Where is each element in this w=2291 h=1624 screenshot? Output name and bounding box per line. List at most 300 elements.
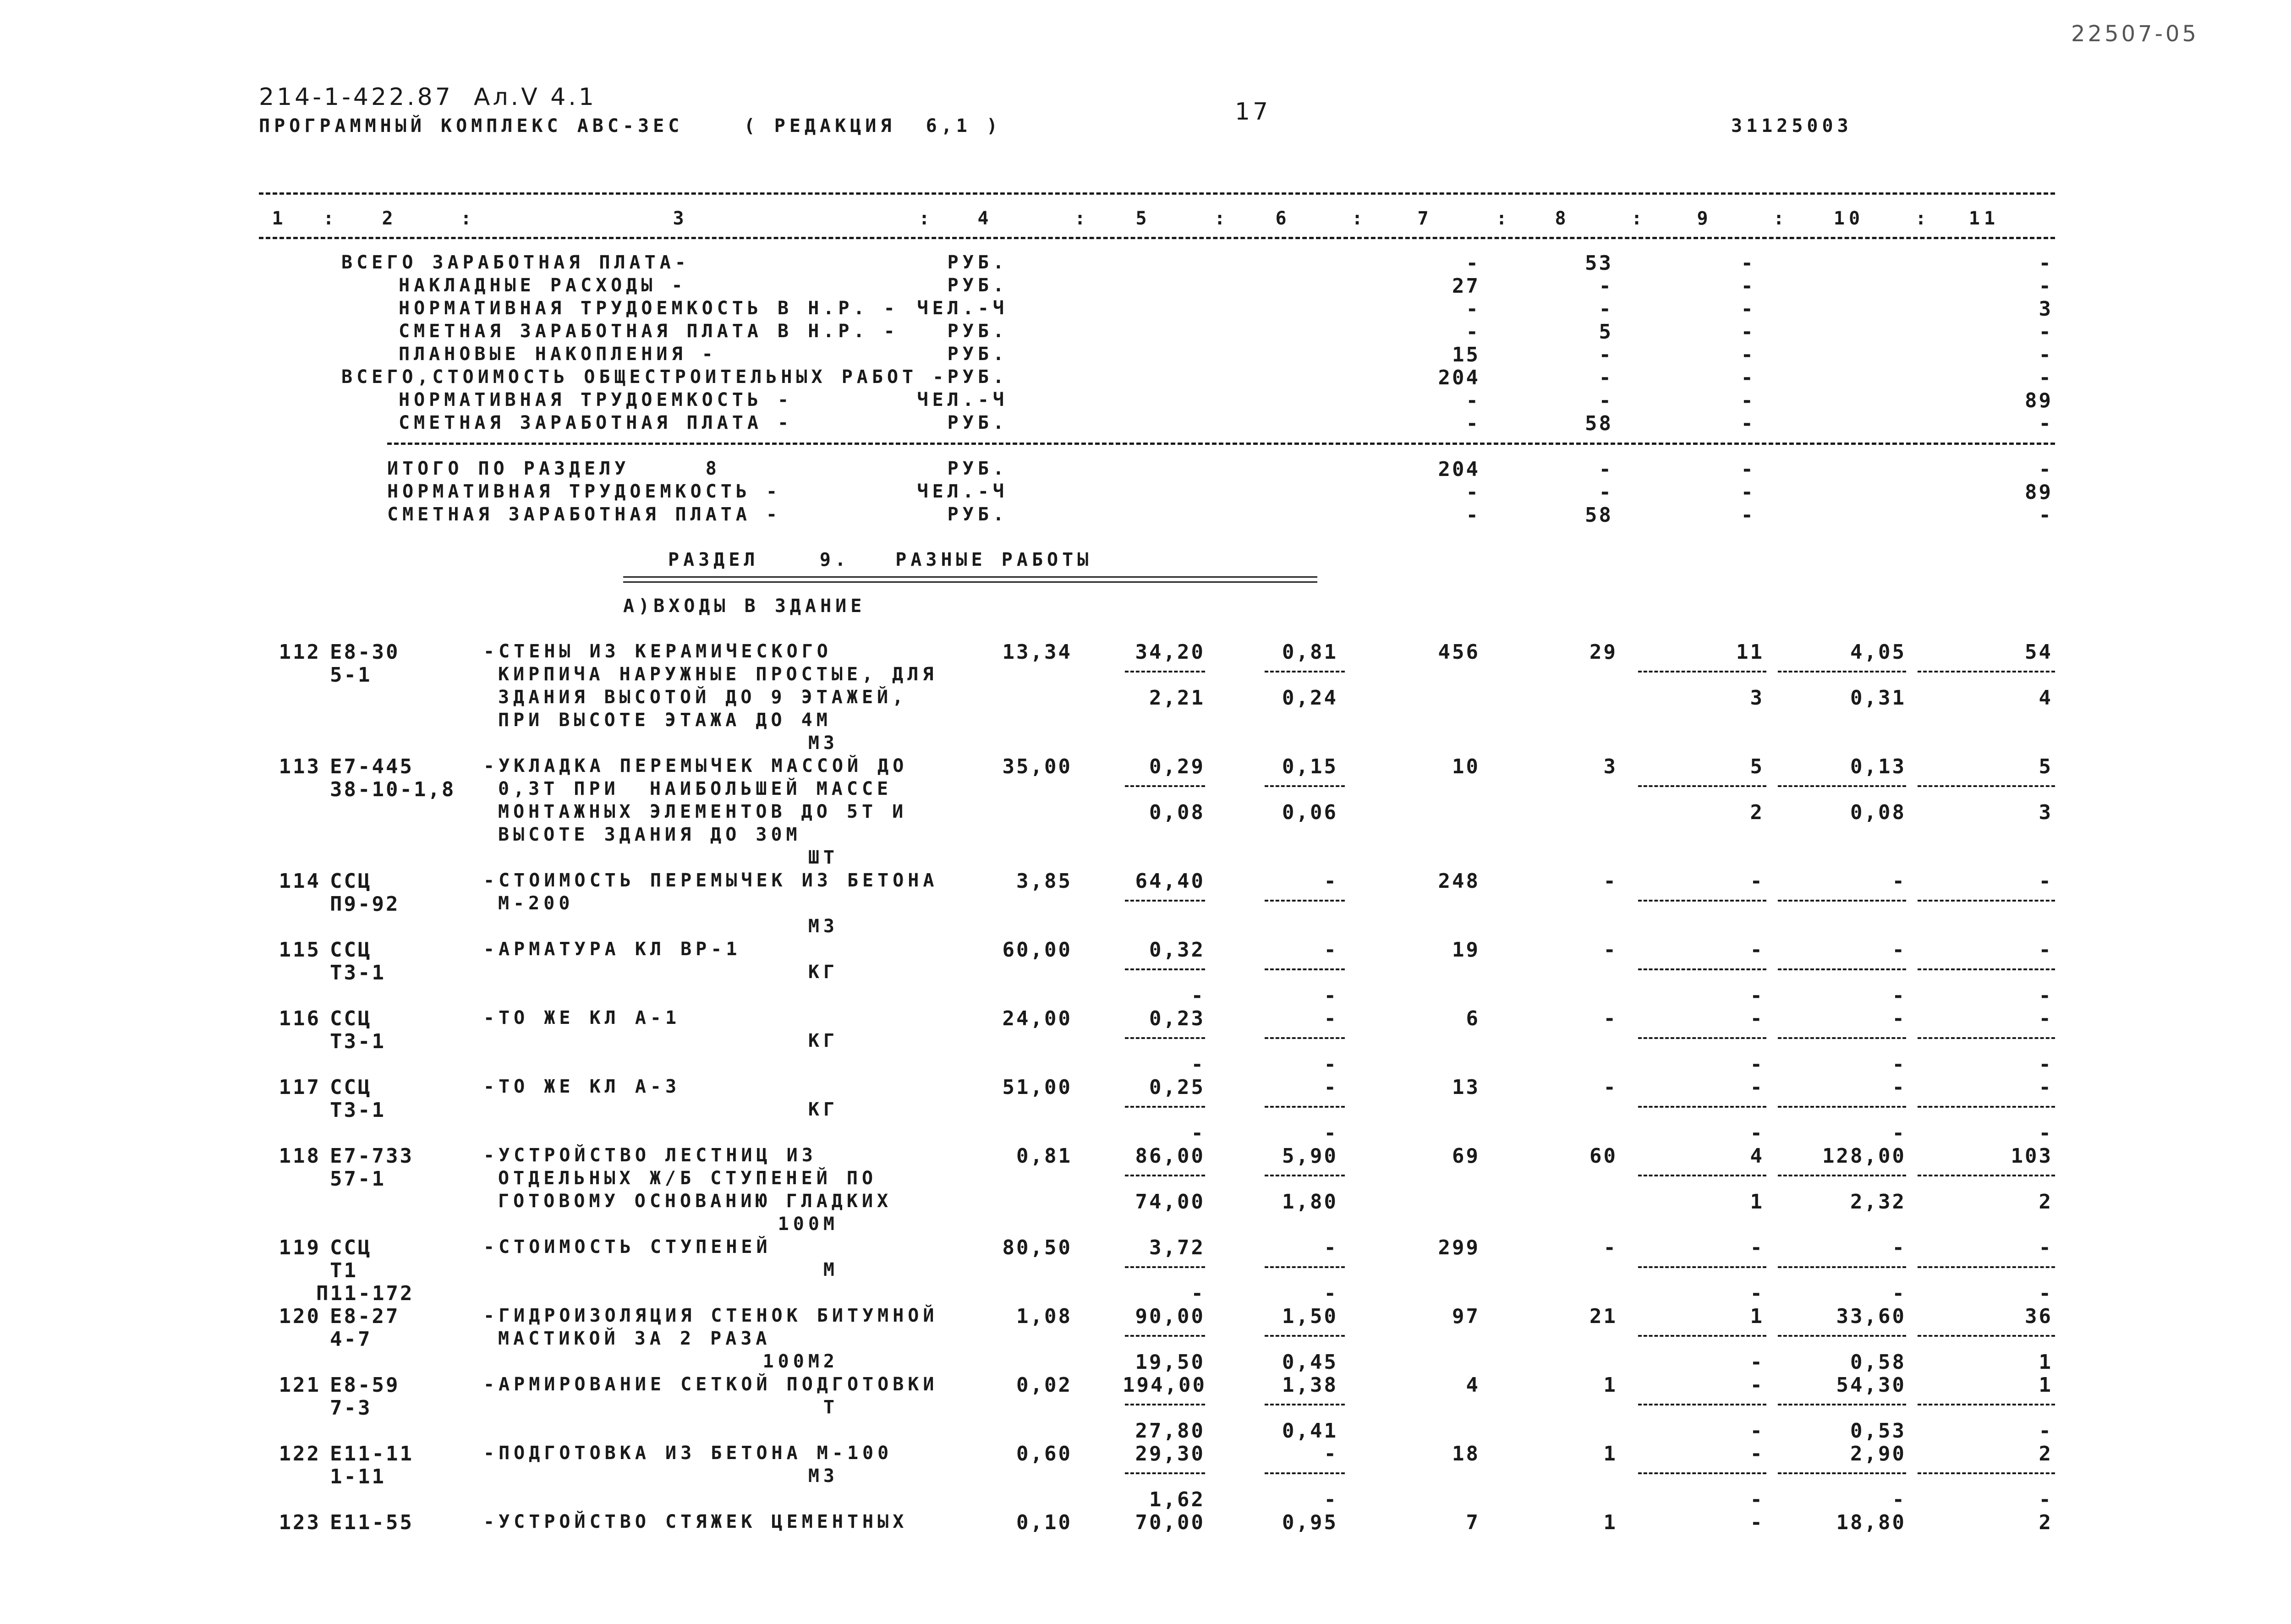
value-col4: 13,34: [1002, 640, 1072, 664]
item-code: ССЦ: [330, 869, 372, 893]
value-col11: -: [2039, 252, 2053, 275]
value-col5: 0,29: [1149, 755, 1205, 778]
item-rule: [1638, 1106, 1766, 1108]
column-separator: :: [919, 208, 934, 229]
value-col10: -: [1892, 938, 1906, 962]
item-rule: [1265, 1335, 1345, 1337]
value-col5-sub: -: [1191, 1282, 1205, 1305]
value-col10: 18,80: [1836, 1511, 1906, 1534]
value-col6: -: [1324, 1007, 1338, 1030]
summary-unit: РУБ.: [947, 412, 1008, 433]
summary-unit: ЧЕЛ.-Ч: [917, 298, 1008, 319]
summary-label: НАКЛАДНЫЕ РАСХОДЫ -: [399, 275, 687, 296]
summary-unit: РУБ.: [947, 366, 1008, 388]
item-rule: [1265, 671, 1345, 673]
item-rule: [1778, 1472, 1906, 1474]
item-code: Е11-55: [330, 1511, 414, 1534]
item-description-line: 0,3Т ПРИ НАИБОЛЬШЕЙ МАССЕ: [498, 778, 893, 799]
value-col11: 103: [2011, 1144, 2053, 1168]
value-col5: 0,32: [1149, 938, 1205, 962]
value-col7: 27: [1452, 274, 1480, 298]
item-rule: [1918, 671, 2055, 673]
item-number: 112: [279, 640, 321, 664]
value-col11: 89: [2025, 481, 2053, 504]
item-unit: ШТ: [808, 847, 839, 868]
item-rule: [1778, 1175, 1906, 1176]
item-rule: [1918, 968, 2055, 970]
item-number: 123: [279, 1511, 321, 1534]
value-col4: 0,81: [1016, 1144, 1072, 1168]
column-number: 5: [1135, 208, 1151, 229]
item-description-line: -СТОИМОСТЬ ПЕРЕМЫЧЕК ИЗ БЕТОНА: [483, 870, 938, 891]
value-col8: 5: [1599, 320, 1613, 344]
item-rule: [1778, 671, 1906, 673]
item-number: 116: [279, 1007, 321, 1030]
value-col7: 19: [1452, 938, 1480, 962]
item-rule: [1638, 968, 1766, 970]
item-description-line: -АРМАТУРА КЛ ВР-1: [483, 939, 741, 960]
value-col9: -: [1750, 1007, 1764, 1030]
value-col8: -: [1599, 274, 1613, 298]
value-col4: 24,00: [1002, 1007, 1072, 1030]
value-col5-sub: 74,00: [1135, 1190, 1205, 1214]
value-col8: -: [1603, 869, 1617, 893]
item-rule: [1265, 900, 1345, 902]
item-number: 121: [279, 1373, 321, 1397]
value-col11: -: [2039, 1007, 2053, 1030]
value-col9: -: [1750, 1442, 1764, 1465]
value-col11: -: [2039, 343, 2053, 366]
item-code-secondary: 4-7: [330, 1328, 372, 1351]
item-rule: [1125, 671, 1205, 673]
column-number: 3: [673, 208, 688, 229]
value-col11: 2: [2039, 1511, 2053, 1534]
item-description-line: -СТЕНЫ ИЗ КЕРАМИЧЕСКОГО: [483, 641, 832, 662]
value-col5-sub: 19,50: [1135, 1351, 1205, 1374]
item-rule: [1265, 1404, 1345, 1405]
value-col7: 4: [1466, 1373, 1480, 1397]
value-col11-sub: -: [2039, 1053, 2053, 1076]
value-col5: 90,00: [1135, 1305, 1205, 1328]
item-description-line: ЗДАНИЯ ВЫСОТОЙ ДО 9 ЭТАЖЕЙ,: [498, 687, 908, 708]
value-col7: 7: [1466, 1511, 1480, 1534]
value-col9: -: [1741, 412, 1755, 435]
item-description-line: -ТО ЖЕ КЛ А-3: [483, 1076, 681, 1097]
value-col11: -: [2039, 1076, 2053, 1099]
value-col11: 1: [2039, 1373, 2053, 1397]
value-col9-sub: 3: [1750, 686, 1764, 710]
value-col4: 80,50: [1002, 1236, 1072, 1259]
item-rule: [1918, 1106, 2055, 1108]
item-unit: 100М: [778, 1214, 839, 1235]
value-col11: 5: [2039, 755, 2053, 778]
value-col11-sub: 3: [2039, 801, 2053, 824]
item-unit: Т: [823, 1397, 839, 1418]
value-col6: -: [1324, 1236, 1338, 1259]
value-col11: 89: [2025, 389, 2053, 412]
item-rule: [1778, 968, 1906, 970]
value-col6-sub: 0,06: [1282, 801, 1338, 824]
item-unit: М3: [808, 733, 839, 754]
program-title: ПРОГРАММНЫЙ КОМПЛЕКС АВС-3ЕС ( РЕДАКЦИЯ 6,1 ): [259, 115, 1002, 137]
item-code-secondary: П9-92: [330, 892, 400, 916]
value-col7: 97: [1452, 1305, 1480, 1328]
value-col9: -: [1750, 1511, 1764, 1534]
summary-unit: РУБ.: [947, 321, 1008, 342]
column-number: 4: [977, 208, 993, 229]
summary-label: СМЕТНАЯ ЗАРАБОТНАЯ ПЛАТА -: [399, 412, 793, 433]
value-col4: 60,00: [1002, 938, 1072, 962]
item-rule: [1638, 1404, 1766, 1405]
value-col10: -: [1892, 1236, 1906, 1259]
item-rule: [1918, 1472, 2055, 1474]
value-col11: 2: [2039, 1442, 2053, 1465]
value-col11-sub: 4: [2039, 686, 2053, 710]
value-col4: 1,08: [1016, 1305, 1072, 1328]
value-col9: -: [1741, 503, 1755, 527]
value-col9: -: [1750, 1236, 1764, 1259]
item-number: 114: [279, 869, 321, 893]
value-col6-sub: 1,80: [1282, 1190, 1338, 1214]
column-separator: :: [1074, 208, 1090, 229]
value-col4: 0,60: [1016, 1442, 1072, 1465]
subsection-title: А)ВХОДЫ В ЗДАНИЕ: [623, 596, 866, 617]
column-separator: :: [1773, 208, 1789, 229]
corner-stamp: 22507-05: [2071, 21, 2199, 47]
value-col9-sub: -: [1750, 1282, 1764, 1305]
value-col10: 4,05: [1850, 640, 1906, 664]
value-col11: 36: [2025, 1305, 2053, 1328]
item-rule: [1918, 785, 2055, 787]
item-number: 119: [279, 1236, 321, 1259]
value-col8: 29: [1589, 640, 1617, 664]
summary-unit: РУБ.: [947, 504, 1008, 525]
section-title: РАЗДЕЛ 9. РАЗНЫЕ РАБОТЫ: [668, 549, 1093, 570]
value-col9: -: [1741, 366, 1755, 389]
value-col5: 86,00: [1135, 1144, 1205, 1168]
summary-label: НОРМАТИВНАЯ ТРУДОЕМКОСТЬ -: [399, 389, 793, 410]
item-rule: [1638, 900, 1766, 902]
value-col9: -: [1741, 252, 1755, 275]
value-col8: -: [1603, 1007, 1617, 1030]
item-rule: [1778, 900, 1906, 902]
value-col6: 0,15: [1282, 755, 1338, 778]
value-col10-sub: -: [1892, 1121, 1906, 1145]
item-rule: [1265, 1106, 1345, 1108]
item-code: Е8-30: [330, 640, 400, 664]
page-number: 17: [1235, 98, 1271, 126]
value-col7: 299: [1438, 1236, 1480, 1259]
item-description-line: -СТОИМОСТЬ СТУПЕНЕЙ: [483, 1236, 772, 1258]
value-col6-sub: -: [1324, 1488, 1338, 1511]
summary-label: СМЕТНАЯ ЗАРАБОТНАЯ ПЛАТА -: [387, 504, 782, 525]
item-number: 118: [279, 1144, 321, 1168]
value-col6: 1,50: [1282, 1305, 1338, 1328]
value-col9: -: [1741, 274, 1755, 298]
value-col5-sub: -: [1191, 1053, 1205, 1076]
item-code-secondary: 38-10-1,8: [330, 778, 456, 801]
value-col6-sub: -: [1324, 1121, 1338, 1145]
item-code-secondary: 5-1: [330, 663, 372, 687]
value-col10: -: [1892, 1007, 1906, 1030]
value-col8: 58: [1585, 412, 1613, 435]
value-col10: -: [1892, 1076, 1906, 1099]
value-col9-sub: 1: [1750, 1190, 1764, 1214]
value-col11: -: [2039, 869, 2053, 893]
value-col8: -: [1599, 297, 1613, 321]
value-col6-sub: 0,45: [1282, 1351, 1338, 1374]
item-number: 113: [279, 755, 321, 778]
item-description-line: -АРМИРОВАНИЕ СЕТКОЙ ПОДГОТОВКИ: [483, 1374, 938, 1395]
item-rule: [1125, 1335, 1205, 1337]
item-description-line: ГОТОВОМУ ОСНОВАНИЮ ГЛАДКИХ: [498, 1191, 893, 1212]
value-col10: 33,60: [1836, 1305, 1906, 1328]
summary-label: ВСЕГО ЗАРАБОТНАЯ ПЛАТА-: [341, 252, 690, 273]
item-rule: [1638, 1175, 1766, 1176]
value-col10-sub: 2,32: [1850, 1190, 1906, 1214]
column-number: 7: [1417, 208, 1433, 229]
item-rule: [1265, 968, 1345, 970]
value-col9: -: [1750, 869, 1764, 893]
value-col8: -: [1599, 458, 1613, 481]
item-rule: [1638, 1266, 1766, 1268]
value-col9-sub: -: [1750, 1488, 1764, 1511]
column-number: 2: [382, 208, 397, 229]
value-col11: -: [2039, 412, 2053, 435]
value-col11-sub: -: [2039, 1488, 2053, 1511]
item-rule: [1265, 1266, 1345, 1268]
item-rule: [1265, 1175, 1345, 1176]
value-col10: -: [1892, 869, 1906, 893]
item-rule: [1265, 785, 1345, 787]
summary-label: ВСЕГО,СТОИМОСТЬ ОБЩЕСТРОИТЕЛЬНЫХ РАБОТ -: [341, 366, 948, 388]
value-col8: -: [1603, 1236, 1617, 1259]
column-number: 10: [1833, 208, 1864, 229]
item-rule: [1125, 900, 1205, 902]
item-rule: [1125, 1106, 1205, 1108]
item-code: Е8-59: [330, 1373, 400, 1397]
value-col8: 60: [1589, 1144, 1617, 1168]
value-col10: 2,90: [1850, 1442, 1906, 1465]
item-description-line: -УСТРОЙСТВО ЛЕСТНИЦ ИЗ: [483, 1145, 817, 1166]
summary-unit: РУБ.: [947, 458, 1008, 479]
value-col6: -: [1324, 1442, 1338, 1465]
item-rule: [1778, 785, 1906, 787]
value-col9: -: [1741, 343, 1755, 366]
column-number: 6: [1275, 208, 1291, 229]
value-col5: 70,00: [1135, 1511, 1205, 1534]
value-col11: 54: [2025, 640, 2053, 664]
value-col7: 69: [1452, 1144, 1480, 1168]
value-col10: 54,30: [1836, 1373, 1906, 1397]
value-col6: -: [1324, 869, 1338, 893]
value-col8: 21: [1589, 1305, 1617, 1328]
value-col8: -: [1603, 1076, 1617, 1099]
value-col8: 1: [1603, 1373, 1617, 1397]
item-description-line: -ГИДРОИЗОЛЯЦИЯ СТЕНОК БИТУМНОЙ: [483, 1305, 938, 1326]
summary-label: НОРМАТИВНАЯ ТРУДОЕМКОСТЬ -: [387, 481, 782, 502]
summary-unit: ЧЕЛ.-Ч: [917, 481, 1008, 502]
value-col5: 64,40: [1135, 869, 1205, 893]
item-rule: [1265, 1472, 1345, 1474]
value-col7: 248: [1438, 869, 1480, 893]
item-rule: [1778, 1266, 1906, 1268]
item-rule: [1638, 1472, 1766, 1474]
item-rule: [1638, 1335, 1766, 1337]
column-separator: :: [1214, 208, 1230, 229]
value-col8: -: [1599, 366, 1613, 389]
value-col9: 4: [1750, 1144, 1764, 1168]
item-rule: [1778, 1037, 1906, 1039]
item-description-line: МОНТАЖНЫХ ЭЛЕМЕНТОВ ДО 5Т И: [498, 801, 908, 822]
value-col11: -: [2039, 938, 2053, 962]
value-col7: 6: [1466, 1007, 1480, 1030]
value-col4: 51,00: [1002, 1076, 1072, 1099]
value-col5-sub: 2,21: [1149, 686, 1205, 710]
item-rule: [1918, 1266, 2055, 1268]
value-col9: 5: [1750, 755, 1764, 778]
summary-rule: [387, 443, 2055, 445]
value-col6-sub: -: [1324, 984, 1338, 1007]
value-col11: -: [2039, 320, 2053, 344]
value-col10-sub: 0,58: [1850, 1351, 1906, 1374]
value-col5-sub: -: [1191, 984, 1205, 1007]
value-col11: -: [2039, 274, 2053, 298]
value-col9-sub: -: [1750, 1419, 1764, 1443]
item-unit: М: [823, 1259, 839, 1280]
column-separator: :: [460, 208, 476, 229]
value-col6: -: [1324, 938, 1338, 962]
value-col5: 3,72: [1149, 1236, 1205, 1259]
value-col10-sub: -: [1892, 1488, 1906, 1511]
item-rule: [1125, 1404, 1205, 1405]
item-code: ССЦ: [330, 1007, 372, 1030]
value-col5: 29,30: [1135, 1442, 1205, 1465]
value-col7: -: [1466, 252, 1480, 275]
item-rule: [1918, 900, 2055, 902]
item-rule: [1918, 1335, 2055, 1337]
value-col6: 5,90: [1282, 1144, 1338, 1168]
item-rule: [1918, 1404, 2055, 1405]
value-col9-sub: -: [1750, 1121, 1764, 1145]
item-description-line: ПРИ ВЫСОТЕ ЭТАЖА ДО 4М: [498, 710, 832, 731]
value-col6: 0,81: [1282, 640, 1338, 664]
value-col11: -: [2039, 503, 2053, 527]
value-col9: -: [1741, 320, 1755, 344]
summary-unit: РУБ.: [947, 252, 1008, 273]
item-description-line: -ТО ЖЕ КЛ А-1: [483, 1007, 681, 1028]
item-number: 117: [279, 1076, 321, 1099]
item-code: ССЦ: [330, 938, 372, 962]
value-col7: 10: [1452, 755, 1480, 778]
value-col7: 204: [1438, 366, 1480, 389]
column-number: 11: [1968, 208, 2000, 229]
value-col6: 1,38: [1282, 1373, 1338, 1397]
value-col11: -: [2039, 458, 2053, 481]
column-separator: :: [1915, 208, 1931, 229]
value-col10-sub: -: [1892, 1282, 1906, 1305]
value-col5-sub: 1,62: [1149, 1488, 1205, 1511]
column-separator: :: [323, 208, 339, 229]
summary-label: СМЕТНАЯ ЗАРАБОТНАЯ ПЛАТА В Н.Р. -: [399, 321, 899, 342]
item-rule: [1125, 785, 1205, 787]
value-col10-sub: 0,53: [1850, 1419, 1906, 1443]
summary-unit: ЧЕЛ.-Ч: [917, 389, 1008, 410]
value-col10: 128,00: [1822, 1144, 1906, 1168]
value-col7: -: [1466, 412, 1480, 435]
section-title-underline: [623, 576, 1317, 583]
item-description-line: М-200: [498, 893, 574, 914]
value-col6-sub: -: [1324, 1053, 1338, 1076]
value-col9-sub: -: [1750, 1053, 1764, 1076]
summary-unit: РУБ.: [947, 275, 1008, 296]
item-rule: [1125, 1266, 1205, 1268]
column-number: 1: [272, 208, 287, 229]
value-col9: -: [1741, 458, 1755, 481]
item-unit: М3: [808, 916, 839, 937]
value-col8: -: [1599, 389, 1613, 412]
value-col8: 1: [1603, 1442, 1617, 1465]
value-col8: -: [1599, 481, 1613, 504]
item-rule: [1778, 1335, 1906, 1337]
item-rule: [1265, 1037, 1345, 1039]
item-rule: [1638, 1037, 1766, 1039]
item-code: ССЦ: [330, 1076, 372, 1099]
item-unit: 100М2: [762, 1351, 839, 1372]
value-col5: 0,23: [1149, 1007, 1205, 1030]
header-top-rule: [259, 192, 2055, 195]
value-col7: -: [1466, 481, 1480, 504]
item-rule: [1918, 1175, 2055, 1176]
value-col9-sub: 2: [1750, 801, 1764, 824]
value-col7: -: [1466, 320, 1480, 344]
value-col10-sub: -: [1892, 1053, 1906, 1076]
item-code-tertiary: П11-172: [316, 1282, 414, 1305]
value-col10-sub: -: [1892, 984, 1906, 1007]
item-rule: [1125, 1037, 1205, 1039]
value-col6-sub: 0,41: [1282, 1419, 1338, 1443]
item-rule: [1638, 785, 1766, 787]
value-col8: -: [1603, 938, 1617, 962]
value-col5: 0,25: [1149, 1076, 1205, 1099]
value-col7: -: [1466, 389, 1480, 412]
document-code: 214-1-422.87 Ал.V 4.1: [259, 83, 597, 111]
header-bottom-rule: [259, 237, 2055, 239]
summary-label: НОРМАТИВНАЯ ТРУДОЕМКОСТЬ В Н.Р. -: [399, 298, 899, 319]
item-code-secondary: Т3-1: [330, 1099, 386, 1122]
value-col9: -: [1741, 481, 1755, 504]
value-col5: 34,20: [1135, 640, 1205, 664]
value-col9: -: [1750, 1373, 1764, 1397]
value-col11-sub: -: [2039, 984, 2053, 1007]
value-col5-sub: -: [1191, 1121, 1205, 1145]
value-col9-sub: -: [1750, 1351, 1764, 1374]
column-separator: :: [1496, 208, 1512, 229]
value-col11-sub: 2: [2039, 1190, 2053, 1214]
item-code-secondary: 57-1: [330, 1167, 386, 1191]
value-col9: 11: [1736, 640, 1764, 664]
value-col5-sub: 0,08: [1149, 801, 1205, 824]
item-code: Е7-733: [330, 1144, 414, 1168]
item-description-line: ВЫСОТЕ ЗДАНИЯ ДО 30М: [498, 824, 801, 845]
column-number: 9: [1697, 208, 1712, 229]
item-unit: КГ: [808, 1030, 839, 1051]
item-description-line: -УСТРОЙСТВО СТЯЖЕК ЦЕМЕНТНЫХ: [483, 1511, 908, 1532]
value-col11: -: [2039, 1236, 2053, 1259]
item-number: 122: [279, 1442, 321, 1465]
item-description-line: -УКЛАДКА ПЕРЕМЫЧЕК МАССОЙ ДО: [483, 755, 908, 776]
item-rule: [1125, 1472, 1205, 1474]
